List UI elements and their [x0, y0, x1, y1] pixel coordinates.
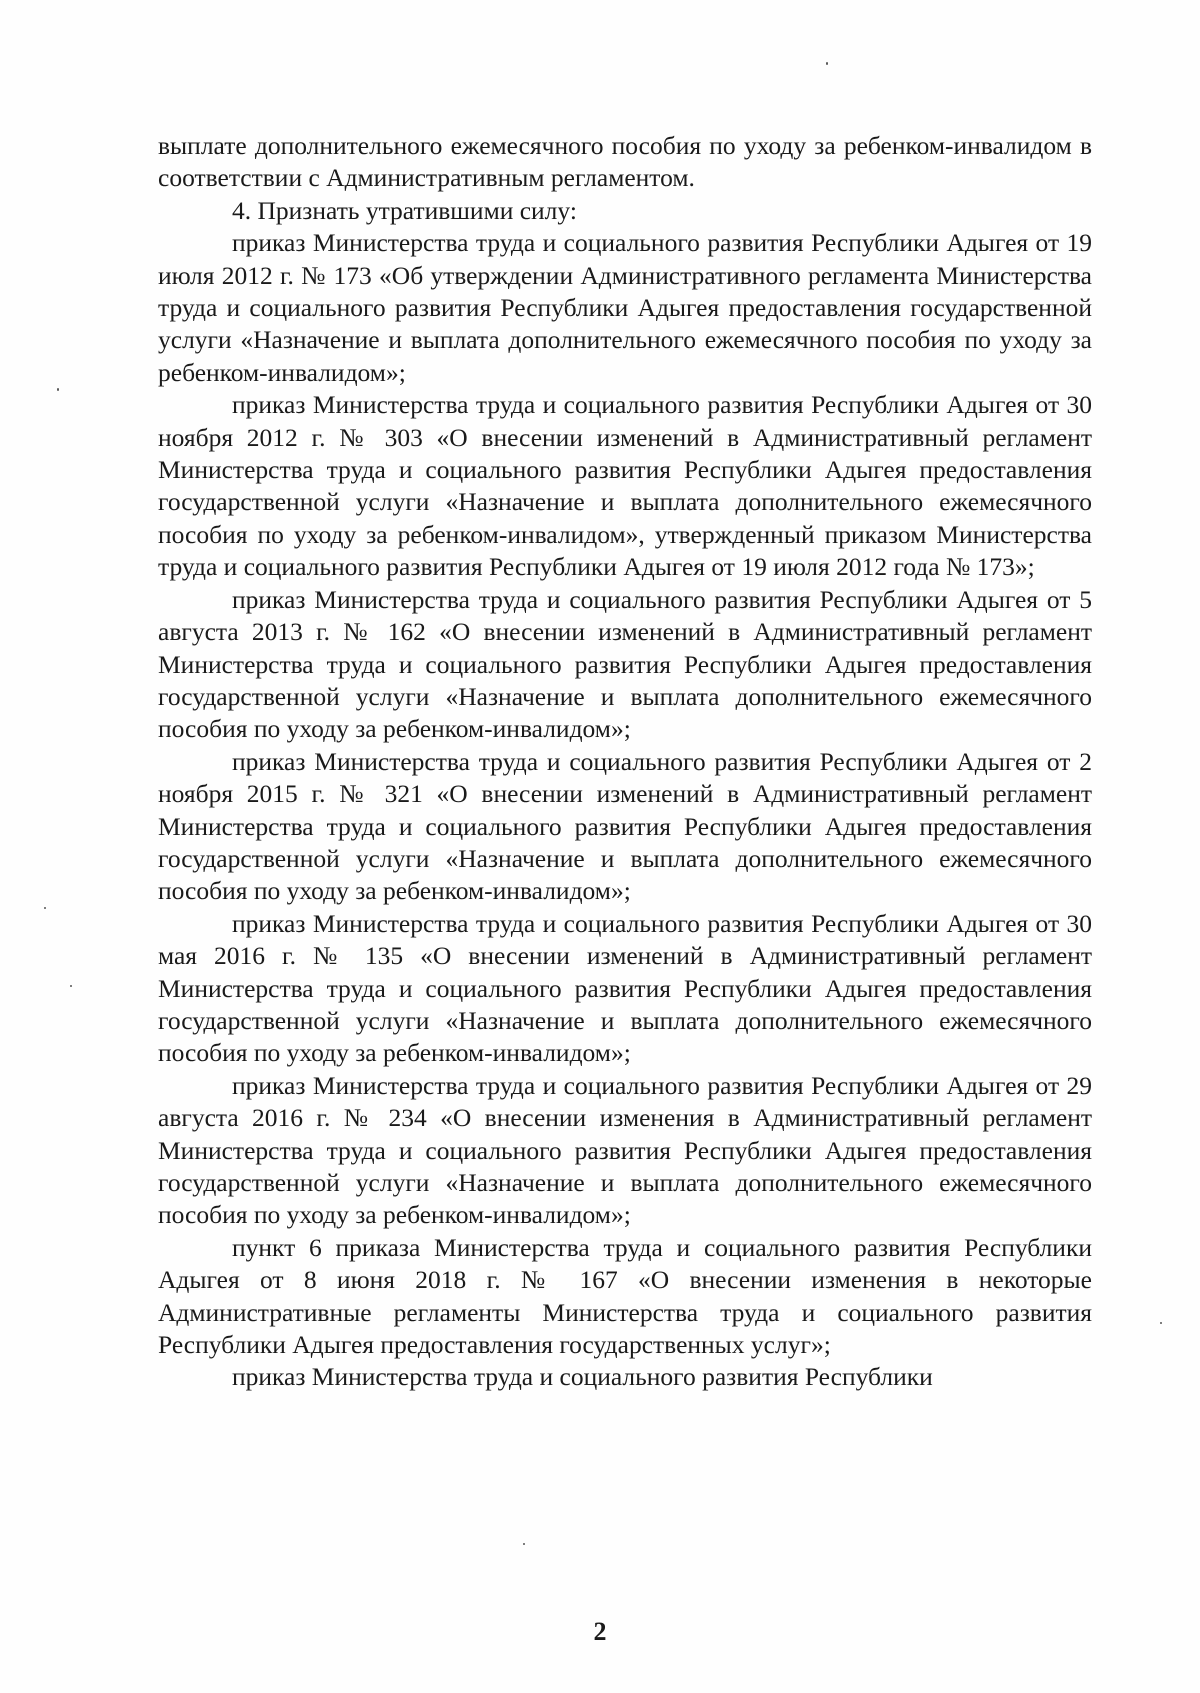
scan-speck	[523, 1543, 525, 1545]
paragraph-item-4: 4. Признать утратившими силу:	[232, 195, 577, 225]
scan-speck	[57, 388, 59, 391]
scan-speck	[70, 985, 72, 987]
paragraph-order-167: пункт 6 приказа Министерства труда и социального развития Республики Адыгея от 8 июня 2018 г. № 167 «О внесении изменения в некоторые Административные регламенты Министерства труда и социального развития Республики Адыгея предоставления государственных услуг»;	[158, 1232, 1092, 1360]
page-number: 2	[593, 1617, 607, 1646]
scan-speck	[826, 62, 828, 65]
paragraph-order-234: приказ Министерства труда и социального развития Республики Адыгея от 29 августа 2016 г. № 234 «О внесении изменения в Административный регламент Министерства труда и социального развития Республики Адыгея предоставления государственной услуги «Назначение и выплата дополнительного ежемесячного пособия по уходу за ребенком-инвалидом»;	[158, 1070, 1092, 1230]
paragraph-order-321: приказ Министерства труда и социального развития Республики Адыгея от 2 ноября 2015 г. № 321 «О внесении изменений в Административный регламент Министерства труда и социального развития Республики Адыгея предоставления государственной услуги «Назначение и выплата дополнительного ежемесячного пособия по уходу за ребенком-инвалидом»;	[158, 746, 1092, 906]
paragraph-order-135: приказ Министерства труда и социального развития Республики Адыгея от 30 мая 2016 г. № 135 «О внесении изменений в Административный регламент Министерства труда и социального развития Республики Адыгея предоставления государственной услуги «Назначение и выплата дополнительного ежемесячного пособия по уходу за ребенком-инвалидом»;	[158, 908, 1092, 1068]
scan-speck	[1160, 1322, 1162, 1324]
paragraph-order-162: приказ Министерства труда и социального развития Республики Адыгея от 5 августа 2013 г. № 162 «О внесении изменений в Административный регламент Министерства труда и социального развития Республики Адыгея предоставления государственной услуги «Назначение и выплата дополнительного ежемесячного пособия по уходу за ребенком-инвалидом»;	[158, 584, 1092, 744]
scan-speck	[44, 907, 46, 909]
document-body	[158, 130, 1092, 1394]
paragraph-order-173: приказ Министерства труда и социального развития Республики Адыгея от 19 июля 2012 г. № 173 «Об утверждении Административного регламента Министерства труда и социального развития Республики Адыгея предоставления государственной услуги «Назначение и выплата дополнительного ежемесячного пособия по уходу за ребенком-инвалидом»;	[158, 228, 1092, 387]
paragraph-last-order: приказ Министерства труда и социального развития Республики	[232, 1362, 933, 1392]
paragraph-order-303: приказ Министерства труда и социального развития Республики Адыгея от 30 ноября 2012 г. № 303 «О внесении изменений в Административный регламент Министерства труда и социального развития Республики Адыгея предоставления государственной услуги «Назначение и выплата дополнительного ежемесячного пособия по уходу за ребенком-инвалидом», утвержденный приказом Министерства труда и социального развития Республики Адыгея от 19 июля 2012 года № 173»;	[158, 390, 1092, 582]
paragraph-continuation: выплате дополнительного ежемесячного пособия по уходу за ребенком-инвалидом в соответствии с Административным регламентом.	[158, 131, 1092, 193]
